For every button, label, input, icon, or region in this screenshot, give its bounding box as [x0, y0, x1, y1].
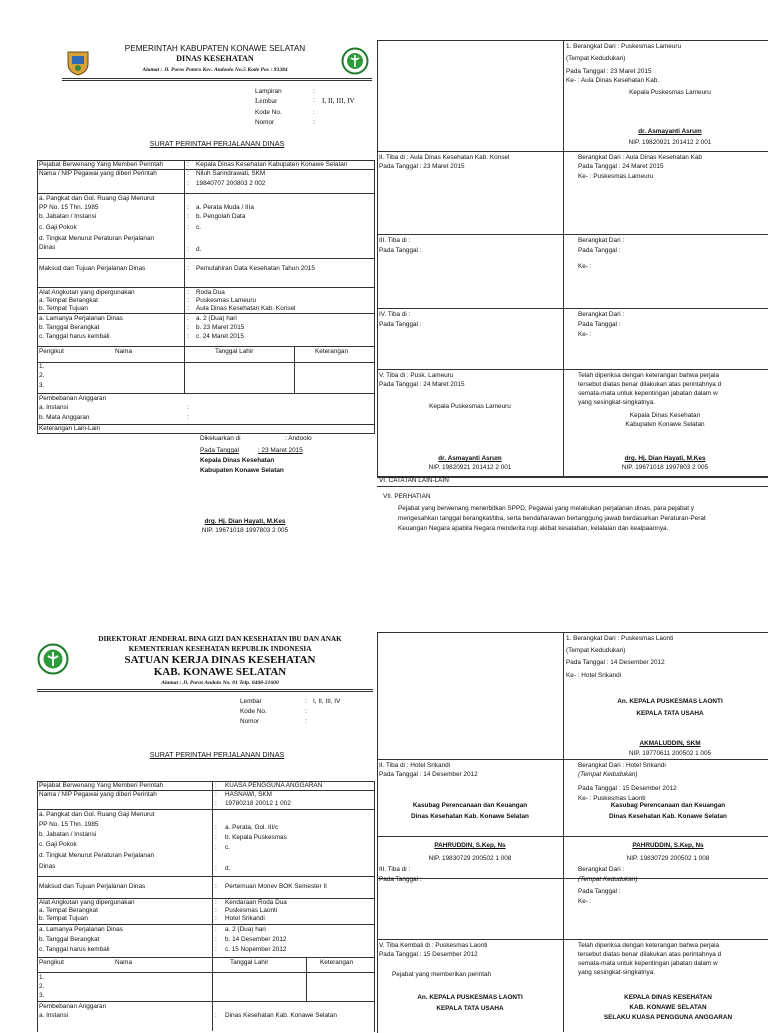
form-label: Nama / NIP Pegawai yang diberi Perintah	[39, 791, 157, 798]
kode-label: Kode No.	[240, 708, 267, 715]
form-value: a. Perata, Gol. III/c	[225, 824, 279, 831]
form-label: Pejabat Berwenang Yang Memberi Perintah	[39, 782, 164, 789]
s2-left: II. Tiba di : Hotel Srikandi	[379, 762, 451, 769]
s3-right: Pada Tanggal :	[578, 247, 621, 254]
lembar-value: I, II, III, IV	[313, 698, 341, 705]
s5-left-name: dr. Asmayanti Asrum	[438, 455, 502, 462]
s4-right: Pada Tanggal :	[578, 321, 621, 328]
form-colon: :	[215, 824, 217, 831]
form-value: 19840707 200803 2 002	[196, 180, 266, 187]
pengikut-header: Pengikut	[39, 348, 64, 355]
lampiran-colon: :	[313, 88, 315, 95]
health-ministry-logo-icon	[37, 643, 69, 675]
s5-right: tersebut diatas benar dilakukan atas perintahnya d	[578, 951, 722, 958]
s4-left: IV. Tiba di :	[379, 311, 411, 318]
form-colon: :	[215, 782, 217, 789]
document-title: SURAT PERINTAH PERJALANAN DINAS	[149, 750, 285, 759]
instansi-colon: :	[187, 404, 189, 411]
s5-right-title: Kabupaten Konawe Selatan	[625, 421, 705, 428]
instansi-label: a. Instansi	[39, 1012, 69, 1019]
regency-heading: KAB. KONAWE SELATAN	[153, 666, 287, 678]
s5-left: Pada Tanggal : 15 Desember 2012	[379, 951, 478, 958]
form-label: a. Tempat Berangkat	[39, 907, 98, 914]
s5-left-nip: NIP. 19820921 201412 2 001	[428, 464, 512, 471]
s3-right: (Tempat Kedudukan)	[578, 876, 638, 883]
anggaran-label: Pembebanan Anggaran	[39, 1003, 107, 1010]
s5-left: Pada Tanggal : 24 Maret 2015	[379, 381, 465, 388]
form-label: Dinas	[39, 244, 56, 251]
s3-right: Ke- :	[578, 263, 592, 270]
lembar-colon: :	[313, 97, 315, 104]
mata-anggaran-label: b. Mata Anggaran	[39, 414, 90, 421]
perhatian-heading: VII. PERHATIAN	[383, 493, 431, 500]
form-label: c. Gaji Pokok	[39, 841, 77, 848]
form-col-divider	[184, 160, 185, 362]
s1-title: An. KEPALA PUSKESMAS LAONTI	[617, 698, 723, 705]
form-label: a. Pangkat dan Gol. Ruang Gaji Menurut	[39, 811, 155, 818]
form-value: HASNAWI, SKM	[225, 791, 272, 798]
s2-right: Berangkat Dari : Aula Dinas Kesehatan Kab	[578, 154, 702, 161]
pengikut-row: 3.	[39, 382, 45, 389]
s2-right-name: PAHRUDDIN, S.Kep, Ns	[632, 842, 704, 849]
document-title: SURAT PERINTAH PERJALANAN DINAS	[149, 139, 285, 148]
form-value: a. 2 (Dua) hari	[225, 926, 266, 933]
signer-nip: NIP. 19671018 1997803 2 005	[201, 527, 289, 534]
form-label: d. Tingkat Menurut Peraturan Perjalanan	[39, 852, 155, 859]
s1-line: (Tempat Kedudukan)	[566, 55, 626, 62]
form-label: b. Jabatan / Instansi	[39, 831, 97, 838]
nomor-label: Nomor	[240, 718, 260, 725]
form-value: Hotel Srikandi	[225, 915, 265, 922]
form-colon: :	[215, 834, 217, 841]
s1-line: 1. Berangkat Dari : Puskesmas Laonti	[566, 635, 674, 642]
pengikut-row: 1.	[39, 974, 45, 981]
form-value: a. 2 (Dua) hari	[196, 315, 237, 322]
catatan-heading: VI. CATATAN LAIN-LAIN	[379, 477, 449, 484]
form-value: b. 14 Desember 2012	[225, 936, 287, 943]
form-colon: :	[215, 926, 217, 933]
form-value: c.	[196, 224, 201, 231]
signer-title: Kabupaten Konawe Selatan	[200, 467, 284, 474]
directorate-heading: DIREKTORAT JENDERAL BINA GIZI DAN KESEHATAN IBU DAN ANAK	[98, 635, 342, 643]
form-value: Kepala Dinas Kesehatan Kabupaten Konawe Selatan	[196, 161, 348, 168]
form-label: b. Jabatan / Instansi	[39, 213, 97, 220]
form-colon: :	[215, 883, 217, 890]
form-label: b. Tempat Tujuan	[39, 915, 88, 922]
form-label: c. Gaji Pokok	[39, 224, 77, 231]
gov-heading: PEMERINTAH KABUPATEN KONAWE SELATAN	[124, 44, 306, 53]
form-value: b. Pengolah Data	[196, 213, 246, 220]
s1-title: KEPALA TATA USAHA	[636, 710, 704, 717]
s1-line: Ke- : Hotel Srikandi	[566, 672, 622, 679]
s5-left: Pejabat yang memberikan perintah	[392, 971, 492, 978]
form-label: PP No. 15 Thn. 1985	[39, 821, 99, 828]
nama-header: Nama	[115, 959, 133, 966]
kode-label: Kode No.	[255, 109, 282, 116]
s2-right-title: Kasubag Perencanaan dan Keuangan	[610, 802, 726, 809]
instansi-label: a. Instansi	[39, 404, 69, 411]
tanggal-lahir-header: Tanggal Lahir	[215, 348, 254, 355]
form-label: a. Tempat Berangkat	[39, 297, 98, 304]
s1-name: dr. Asmayanti Asrum	[638, 128, 702, 135]
form-colon: :	[187, 161, 189, 168]
form-value: Kendaraan Roda Dua	[225, 899, 287, 906]
s5-left-title: KEPALA TATA USAHA	[436, 1005, 504, 1012]
form-label: Dinas	[39, 863, 56, 870]
form-colon: :	[215, 946, 217, 953]
form-colon: :	[187, 289, 189, 296]
form-colon: :	[187, 170, 189, 177]
form-value: b. 23 Maret 2015	[196, 324, 245, 331]
s4-right: Berangkat Dari :	[578, 311, 625, 318]
s5-right-title: KAB. KONAWE SELATAN	[629, 1004, 707, 1011]
form-colon: :	[187, 265, 189, 272]
lembar-label: Lembar	[240, 698, 262, 705]
form-value: Aula Dinas Kesehatan Kab. Konsel	[196, 305, 296, 312]
form-value: c.	[225, 844, 230, 851]
s3-left: III. Tiba di :	[379, 237, 411, 244]
form-label: a. Pangkat dan Gol. Ruang Gaji Menurut	[39, 195, 155, 202]
form-value: KUASA PENGGUNA ANGGARAN	[225, 782, 323, 789]
form-colon: :	[187, 324, 189, 331]
form-colon: :	[187, 315, 189, 322]
mata-anggaran-colon: :	[187, 414, 189, 421]
s5-right-nip: NIP. 19671018 1997803 2 005	[621, 464, 709, 471]
form-value: a. Perata Muda / IIIa	[196, 204, 254, 211]
issued-at-label: Dikeluarkan di	[200, 435, 241, 442]
keterangan-header: Keterangan	[320, 959, 354, 966]
form-colon: :	[215, 915, 217, 922]
anggaran-label: Pembebanan Anggaran	[39, 395, 107, 402]
nomor-colon: :	[305, 718, 307, 725]
unit-heading: SATUAN KERJA DINAS KESEHATAN	[124, 654, 316, 666]
form-label: a. Lamanya Perjalanan Dinas	[39, 926, 123, 933]
s3-right: Berangkat Dari :	[578, 866, 625, 873]
form-label: Nama / NIP Pegawai yang diberi Perintah	[39, 170, 157, 177]
form-label: c. Tanggal harus kembali	[39, 333, 110, 340]
form-value: d.	[225, 865, 231, 872]
s2-left-title: Dinas Kesehatan Kab. Konawe Selatan	[411, 813, 529, 820]
pengikut-row: 2.	[39, 983, 45, 990]
s2-right: (Tempat Kedudukan)	[578, 771, 638, 778]
form-colon: :	[187, 204, 189, 211]
form-colon: :	[187, 297, 189, 304]
form-value: Niluh Sarindrawati, SKM	[196, 170, 266, 177]
header-divider	[62, 78, 372, 79]
form-value: c. 15 Nopember 2012	[225, 946, 287, 953]
s1-line: Pada Tanggal : 14 Desember 2012	[566, 659, 665, 666]
form-value: Puskesmas Laonti	[225, 907, 278, 914]
s1-line: 1. Berangkat Dari : Puskesmas Lameuru	[566, 43, 682, 50]
form-value: Roda Dua	[196, 289, 225, 296]
address-line: Alamat : Jl. Poros Potoro Kec. Andoolo No.5 Kode Pos : 93384	[142, 67, 288, 73]
form-value: b. Kepala Puskesmas	[225, 834, 287, 841]
form-colon: :	[187, 224, 189, 231]
nomor-colon: :	[313, 119, 315, 126]
form-colon: :	[215, 936, 217, 943]
form-colon: :	[215, 907, 217, 914]
s1-line: (Tempat Kedudukan)	[566, 647, 626, 654]
s2-right: Ke- : Puskesmas Lameuru	[578, 173, 654, 180]
form-value: Puskesmas Lameuru	[196, 297, 257, 304]
form-label: b. Tanggal Berangkat	[39, 936, 100, 943]
s1-title: Kepala Puskesmas Lameuru	[629, 89, 711, 96]
address-line: Alamat : Jl. Poros Andolo No. 01 Telp. 0408-21600	[161, 680, 279, 686]
s3-right: Pada Tanggal :	[578, 888, 621, 895]
s2-left: Pada Tanggal : 14 Desember 2012	[379, 771, 478, 778]
instansi-value: Dinas Kesehatan Kab. Konawe Selatan	[225, 1012, 337, 1019]
s5-right-title: SELAKU KUASA PENGGUNA ANGGARAN	[603, 1014, 733, 1021]
issued-place: : Andoolo	[285, 435, 312, 442]
s3-left: Pada Tanggal :	[379, 876, 422, 883]
dept-heading: DINAS KESEHATAN	[176, 54, 254, 63]
regency-emblem-icon	[66, 50, 90, 76]
perhatian-text: Pejabat yang berwenang menerbitkan SPPD, Pegawai yang melakukan perjalanan dinas, para pejabat y	[398, 505, 694, 512]
perhatian-text: mengesahkan tanggal berangkat/tiba, serta bendaharawan bertanggung jawab berdasarkan Peraturan-Perat	[398, 515, 706, 522]
perhatian-text: Keuangan Negara apabila Negara menderita rugi akibat kesalahan, kelalaian dan kealpaannya.	[398, 525, 669, 532]
form-label: d. Tingkat Menurut Peraturan Perjalanan	[39, 235, 155, 242]
form-colon: :	[215, 800, 217, 807]
form-label: PP No. 15 Thn. 1985	[39, 204, 99, 211]
s5-right: semata-mata untuk kepentingan jabatan dalam w	[578, 960, 718, 967]
header-divider	[62, 80, 372, 81]
s2-left-title: Kasubag Perencanaan dan Keuangan	[412, 802, 528, 809]
ministry-heading: KEMENTERIAN KESEHATAN REPUBLIK INDONESIA	[128, 645, 312, 653]
issued-date-label: Pada Tanggal	[200, 447, 239, 454]
form-label: Alat Angkutan yang dipergunakan	[39, 899, 135, 906]
s5-right-name: drg. Hj. Dian Hayati, M.Kes	[624, 455, 706, 462]
nama-header: Nama	[115, 348, 133, 355]
s5-right: semata-mata untuk kepentingan jabatan dalam w	[578, 390, 718, 397]
form-value: c. 24 Maret 2015	[196, 333, 244, 340]
form-colon: :	[187, 246, 189, 253]
form-label: Pejabat Berwenang Yang Memberi Perintah	[39, 161, 164, 168]
form-label: b. Tempat Tujuan	[39, 305, 88, 312]
form-value: 19780218 20012 1 002	[225, 800, 291, 807]
health-ministry-logo-icon	[341, 47, 369, 75]
kode-colon: :	[313, 109, 315, 116]
s2-right-nip: NIP. 19830729 200502 1 008	[626, 855, 710, 862]
s1-nip: NIP. 19770611 200502 1 005	[628, 750, 712, 757]
s5-right: Telah diperiksa dengan keterangan bahwa perjala	[578, 942, 720, 949]
form-label: Maksud dan Tujuan Perjalanan Dinas	[39, 265, 146, 272]
form-value: d.	[196, 246, 202, 253]
s5-title: Kepala Puskesmas Lameuru	[429, 403, 511, 410]
form-colon: :	[187, 213, 189, 220]
s3-left: III. Tiba di :	[379, 866, 411, 873]
s5-right: Telah diperiksa dengan keterangan bahwa perjala	[578, 372, 720, 379]
pengikut-row: 3.	[39, 992, 45, 999]
s5-right: tersebut diatas benar dilakukan atas perintahnya d	[578, 381, 722, 388]
form-colon: :	[187, 305, 189, 312]
s5-right-title: Kepala Dinas Kesehatan	[629, 412, 701, 419]
form-label: a. Lamanya Perjalanan Dinas	[39, 315, 123, 322]
keterangan-lain-label: Keterangan Lain-Lain	[39, 425, 101, 432]
form-colon: :	[215, 844, 217, 851]
s1-line: Ke- : Aula Dinas Kesehatan Kab.	[566, 77, 660, 84]
lembar-label: Lembar	[255, 97, 278, 105]
issued-date: : 23 Maret 2015	[258, 447, 303, 454]
signer-title: Kepala Dinas Kesehatan	[200, 457, 275, 464]
form-colon: :	[215, 791, 217, 798]
s3-right: Berangkat Dari :	[578, 237, 625, 244]
s2-right: Ke- : Puskesmas Laonti	[578, 795, 646, 802]
signer-name: drg. Hj. Dian Hayati, M.Kes	[204, 518, 286, 525]
pengikut-row: 2.	[39, 372, 45, 379]
form-value: Pemutahiran Data Kesehatan Tahun 2015	[196, 265, 315, 272]
instansi-colon: :	[215, 1012, 217, 1019]
s2-left: Pada Tanggal : 23 Maret 2015	[379, 163, 465, 170]
tanggal-lahir-header: Tanggal Lahir	[230, 959, 269, 966]
s1-line: Pada Tanggal : 23 Maret 2015	[566, 68, 652, 75]
s5-right: yang sesingkat-singkatnya.	[578, 969, 656, 976]
s3-left: Pada Tanggal :	[379, 247, 422, 254]
form-colon: :	[215, 865, 217, 872]
lembar-value: I, II, III, IV	[322, 97, 355, 105]
kode-colon: :	[305, 708, 307, 715]
form-label: Alat Angkutan yang dipergunakan	[39, 289, 135, 296]
nomor-label: Nomor	[255, 119, 275, 126]
s5-left: V. Tiba di : Pusk. Lameuru	[379, 372, 454, 379]
pengikut-header: Pengikut	[39, 959, 64, 966]
s5-left-title: An. KEPALA PUSKESMAS LAONTI	[417, 994, 523, 1001]
s4-left: Pada Tanggal :	[379, 321, 422, 328]
keterangan-header: Keterangan	[315, 348, 349, 355]
s2-right-title: Dinas Kesehatan Kab. Konawe Selatan	[609, 813, 727, 820]
s2-left-nip: NIP. 19830729 200502 1 008	[428, 855, 512, 862]
s2-left-name: PAHRUDDIN, S.Kep, Ns	[434, 842, 506, 849]
s2-left: II. Tiba di : Aula Dinas Kesehatan Kab. Konsel	[379, 154, 510, 161]
pengikut-row: 1.	[39, 363, 45, 370]
form-colon: :	[187, 333, 189, 340]
s2-right: Pada Tanggal : 15 Desember 2012	[578, 785, 677, 792]
form-value: Pertemuan Monev BOK Semester II	[225, 883, 327, 890]
s2-right: Berangkat Dari : Hotel Srikandi	[578, 762, 666, 769]
form-label: b. Tanggal Berangkat	[39, 324, 100, 331]
lampiran-label: Lampiran	[255, 88, 282, 95]
s1-name: AKMALUDDIN, SKM	[639, 740, 701, 747]
s1-nip: NIP. 19820921 201412 2 001	[628, 139, 712, 146]
s2-right: Pada Tanggal : 24 Maret 2015	[578, 163, 664, 170]
lembar-colon: :	[305, 698, 307, 705]
form-colon: :	[187, 180, 189, 187]
s5-right: yang sesingkat-singkatnya.	[578, 399, 656, 406]
form-colon: :	[215, 899, 217, 906]
s5-right-title: KEPALA DINAS KESEHATAN	[624, 994, 712, 1001]
s4-right: Ke- :	[578, 331, 592, 338]
s3-right: Ke- :	[578, 898, 592, 905]
form-label: Maksud dan Tujuan Perjalanan Dinas	[39, 883, 146, 890]
form-label: c. Tanggal harus kembali	[39, 946, 110, 953]
s5-left: V. Tiba Kembali di : Puskesmas Laonti	[379, 942, 488, 949]
